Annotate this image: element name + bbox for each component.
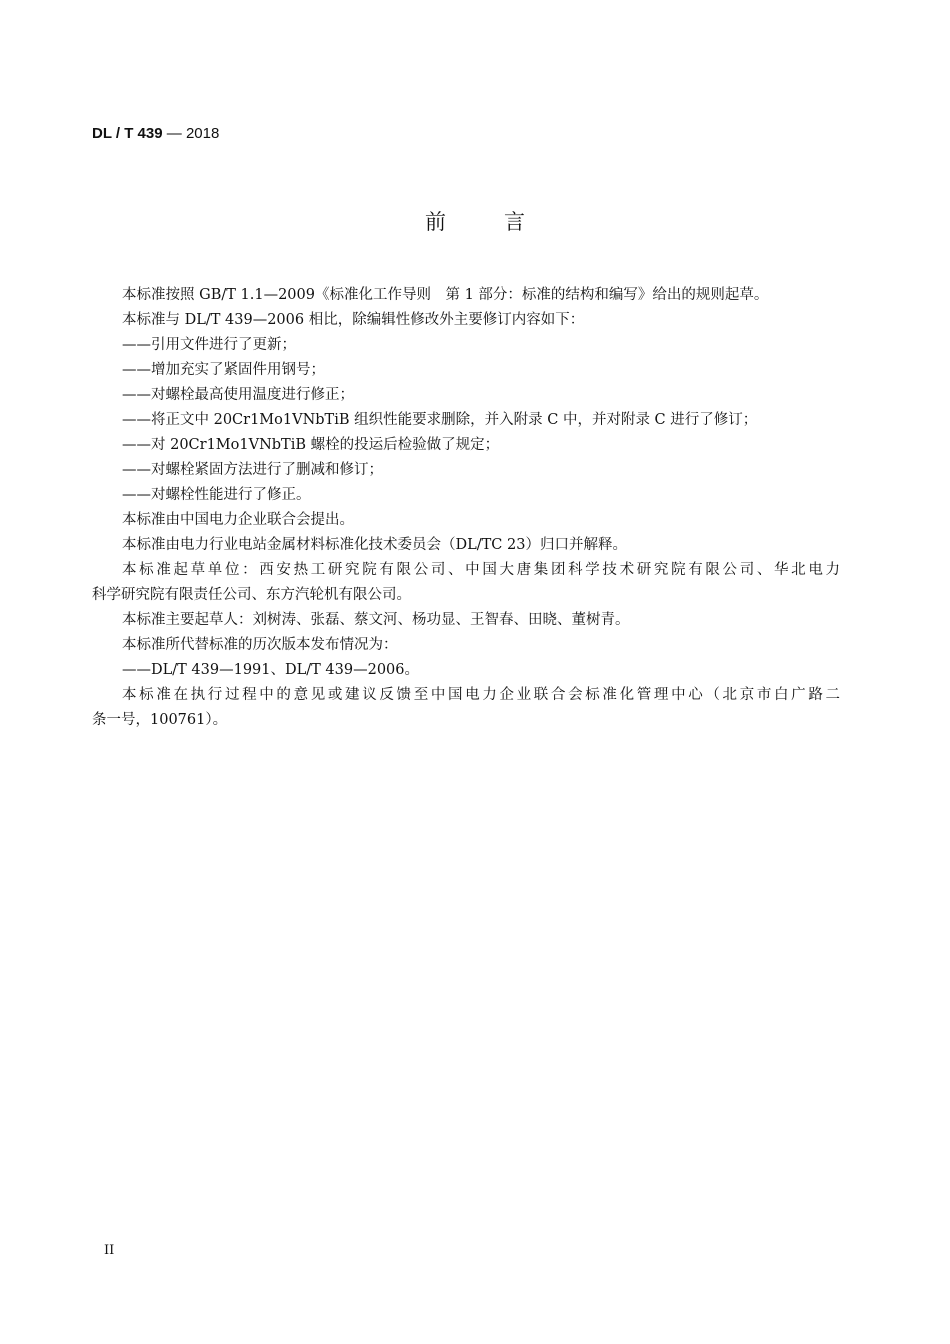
foreword-body <box>92 283 840 733</box>
paragraph-line: 本标准所代替标准的历次版本发布情况为： <box>122 637 398 653</box>
page-number: II <box>104 1243 115 1258</box>
standard-year: 2018 <box>185 125 220 142</box>
header-dash: — <box>162 125 186 142</box>
list-item: ——增加充实了紧固件用钢号； <box>122 362 325 378</box>
page-title: 前言 <box>425 210 583 234</box>
paragraph-line: 条一号，100761）。 <box>92 712 228 728</box>
paragraph-line: 本标准按照 GB/T 1.1—2009《标准化工作导则 第 1 部分：标准的结构和编写》给出的规则起草。 <box>122 287 769 303</box>
list-item: ——将正文中 20Cr1Mo1VNbTiB 组织性能要求删除，并入附录 C 中，并对附录 C 进行了修订； <box>122 412 758 428</box>
document-code-header <box>92 125 219 142</box>
paragraph-line: 本标准主要起草人：刘树涛、张磊、蔡文河、杨功显、王智春、田晓、董树青。 <box>122 612 630 628</box>
list-item: ——对 20Cr1Mo1VNbTiB 螺栓的投运后检验做了规定； <box>122 437 500 453</box>
standard-code: DL / T 439 <box>92 125 163 142</box>
paragraph-line: 本标准与 DL/T 439—2006 相比，除编辑性修改外主要修订内容如下： <box>122 312 585 328</box>
list-item: ——对螺栓紧固方法进行了删减和修订； <box>122 462 383 478</box>
paragraph-line: 科学研究院有限责任公司、东方汽轮机有限公司。 <box>92 587 411 603</box>
list-item: ——DL/T 439—1991、DL/T 439—2006。 <box>122 662 419 678</box>
paragraph-line: 本标准由中国电力企业联合会提出。 <box>122 512 354 528</box>
paragraph-line: 本标准在执行过程中的意见或建议反馈至中国电力企业联合会标准化管理中心（北京市白广路二 <box>122 687 840 703</box>
list-item: ——引用文件进行了更新； <box>122 337 296 353</box>
list-item: ——对螺栓性能进行了修正。 <box>122 487 311 503</box>
list-item: ——对螺栓最高使用温度进行修正； <box>122 387 354 403</box>
paragraph-line: 本标准起草单位：西安热工研究院有限公司、中国大唐集团科学技术研究院有限公司、华北电力 <box>122 562 840 578</box>
paragraph-line: 本标准由电力行业电站金属材料标准化技术委员会（DL/TC 23）归口并解释。 <box>122 537 627 553</box>
